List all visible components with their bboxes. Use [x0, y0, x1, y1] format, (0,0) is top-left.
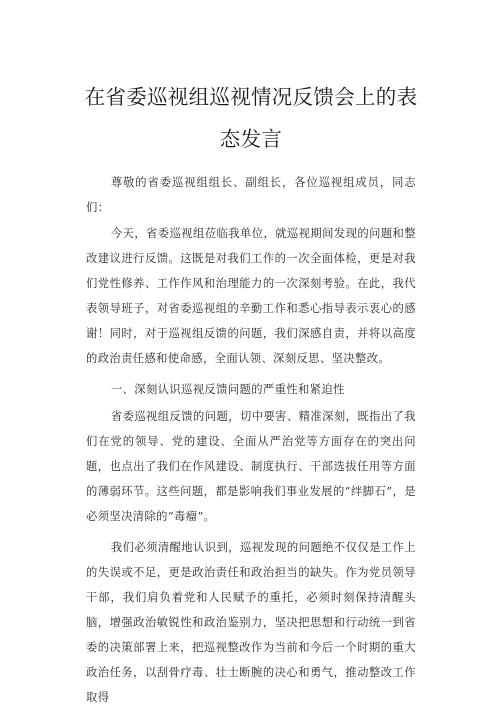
document-title: 在省委巡视组巡视情况反馈会上的表态发言	[84, 85, 418, 151]
body-paragraph: 我们必须清醒地认识到，巡视发现的问题绝不仅仅是工作上的失误或不足，更是政治责任和政治担当的缺失。作为党员领导干部，我们肩负着党和人民赋予的重托，必须时刻保持清醒头脑，增强政治敏锐性和政治鉴别力，坚决把思想和行动统一到省委的决策部署上来，把巡视整改作为当前和今后一个时期的重大政治任务，以刮骨疗毒、壮士断腕的决心和勇气，推动整改工作取得	[86, 541, 416, 704]
section-heading: 一、深刻认识巡视反馈问题的严重性和紧迫性	[110, 383, 345, 396]
opening-paragraph: 今天，省委巡视组莅临我单位，就巡视期间发现的问题和整改建议进行反馈。这既是对我们工作的一次全面体检，更是对我们党性修养、工作作风和治理能力的一次深刻考验。在此，我代表领导班子，对省委巡视组的辛勤工作和悉心指导表示衷心的感谢！同时，对于巡视组反馈的问题，我们深感自责，并将以高度的政治责任感和使命感，全面认领、深刻反思、坚决整改。	[86, 227, 416, 365]
body-paragraph: 省委巡视组反馈的问题，切中要害、精准深刻，既指出了我们在党的领导、党的建设、全面从严治党等方面存在的突出问题，也点出了我们在作风建设、制度执行、干部选拔任用等方面的薄弱环节。这些问题，都是影响我们事业发展的“绊脚石”，是必须坚决清除的“毒瘤”。	[86, 410, 416, 523]
salutation-paragraph: 尊敬的省委巡视组组长、副组长，各位巡视组成员，同志们：	[86, 176, 416, 214]
